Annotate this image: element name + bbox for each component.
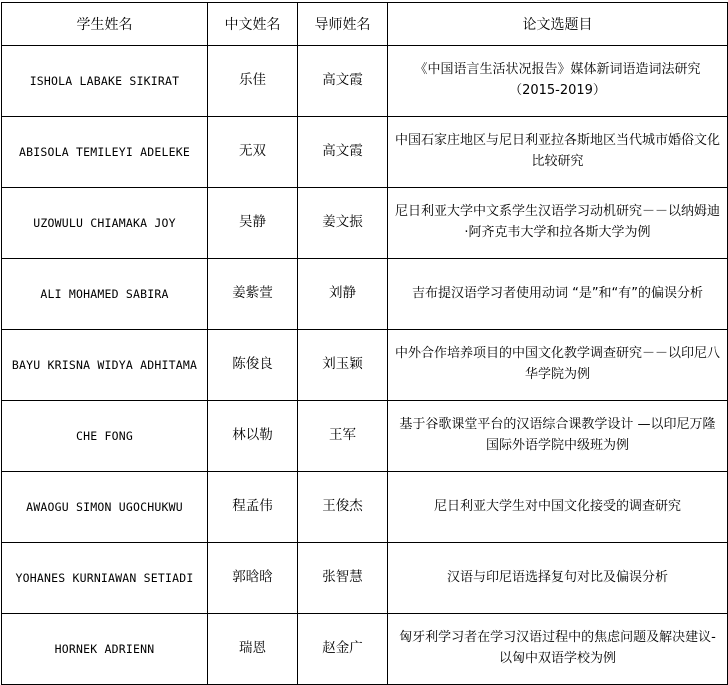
cell-chinese-name: 姜紫萱 [208,259,298,330]
cell-chinese-name: 吴静 [208,188,298,259]
column-header-chinese-name: 中文姓名 [208,3,298,46]
column-header-advisor-name: 导师姓名 [298,3,388,46]
table-row [2,472,728,543]
cell-student-name: ISHOLA LABAKE SIKIRAT [2,46,208,117]
cell-student-name: ALI MOHAMED SABIRA [2,259,208,330]
cell-advisor-name: 王军 [298,401,388,472]
cell-thesis-topic: 尼日利亚大学生对中国文化接受的调查研究 [388,472,728,543]
column-header-student-name: 学生姓名 [2,3,208,46]
cell-thesis-topic: 汉语与印尼语选择复句对比及偏误分析 [388,543,728,614]
table-row [2,188,728,259]
cell-advisor-name: 姜文振 [298,188,388,259]
table-row [2,46,728,117]
cell-student-name: BAYU KRISNA WIDYA ADHITAMA [2,330,208,401]
cell-thesis-topic: 吉布提汉语学习者使用动词 “是”和“有”的偏误分析 [388,259,728,330]
cell-advisor-name: 王俊杰 [298,472,388,543]
cell-chinese-name: 程孟伟 [208,472,298,543]
cell-advisor-name: 高文霞 [298,117,388,188]
cell-advisor-name: 赵金广 [298,614,388,685]
cell-chinese-name: 无双 [208,117,298,188]
cell-chinese-name: 陈俊良 [208,330,298,401]
table-row [2,401,728,472]
cell-advisor-name: 刘玉颖 [298,330,388,401]
cell-chinese-name: 乐佳 [208,46,298,117]
cell-advisor-name: 高文霞 [298,46,388,117]
cell-thesis-topic: 匈牙利学习者在学习汉语过程中的焦虑问题及解决建议-以匈中双语学校为例 [388,614,728,685]
table-header-row [2,3,728,46]
cell-chinese-name: 郭晗晗 [208,543,298,614]
cell-student-name: CHE FONG [2,401,208,472]
cell-advisor-name: 张智慧 [298,543,388,614]
table-header [2,3,728,46]
table-row [2,330,728,401]
cell-advisor-name: 刘静 [298,259,388,330]
table-row [2,543,728,614]
cell-student-name: AWAOGU SIMON UGOCHUKWU [2,472,208,543]
cell-chinese-name: 林以勒 [208,401,298,472]
cell-thesis-topic: 中国石家庄地区与尼日利亚拉各斯地区当代城市婚俗文化比较研究 [388,117,728,188]
cell-thesis-topic: 基于谷歌课堂平台的汉语综合课教学设计 —以印尼万隆国际外语学院中级班为例 [388,401,728,472]
student-thesis-table [1,2,728,685]
table-body [2,46,728,685]
cell-student-name: YOHANES KURNIAWAN SETIADI [2,543,208,614]
table-row [2,117,728,188]
cell-thesis-topic: 中外合作培养项目的中国文化教学调查研究－－以印尼八华学院为例 [388,330,728,401]
table-row [2,259,728,330]
cell-thesis-topic: 尼日利亚大学中文系学生汉语学习动机研究－－以纳姆迪·阿齐克韦大学和拉各斯大学为例 [388,188,728,259]
cell-student-name: HORNEK ADRIENN [2,614,208,685]
cell-student-name: UZOWULU CHIAMAKA JOY [2,188,208,259]
cell-thesis-topic: 《中国语言生活状况报告》媒体新词语造词法研究（2015-2019） [388,46,728,117]
cell-chinese-name: 瑞恩 [208,614,298,685]
column-header-thesis-topic: 论文选题目 [388,3,728,46]
table-row [2,614,728,685]
cell-student-name: ABISOLA TEMILEYI ADELEKE [2,117,208,188]
